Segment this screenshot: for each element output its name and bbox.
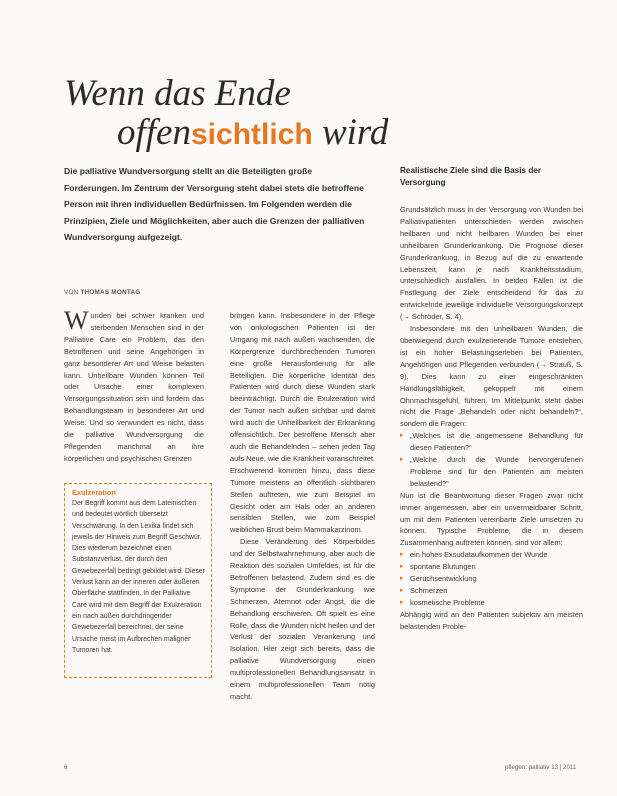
- headline-line-2: [117, 111, 388, 154]
- column-1-text: unden bei schwer kranken und sterbenden Menschen sind in der Palliative Care ein Problem, das den Betroffenen und seine Angehörigen in ganz besonderer Art und Weise belasten kann. Unheilbare Wunden können Teil oder Ursache einer komplexen Versorgungssituation sein und fordern das Behandlungsteam in besonderer Art und Weise. Und so verwundert es nicht, dass die palliative Wundversorgung die Pflegenden manchmal an ihre körperlichen und psychischen Grenzen: [64, 311, 204, 463]
- body-column-1: [64, 306, 204, 465]
- list-item: ▸ „Welche durch die Wunde hervorgerufenen Probleme sind für den Patienten am meisten belastend?“: [400, 454, 583, 490]
- column-3-paragraph-1: Grundsätzlich muss in der Versorgung von Wunden bei Palliativpatienten unterschieden werden zwischen heilbaren und nicht heilbaren Wunden bei einer unheilbaren Grunderkrankung. Die Prognose dieser Grunderkrankung, in Bezug auf die zu erwartende Lebenszeit, kann je nach Krankheitsstadium, unterschiedlich ausfallen. In beiden Fällen ist die Festlegung der Ziele entscheidend für das zu entwickelnde jeweilige individuelle Versorgungskonzept (→ Schröder, S. 4).: [400, 205, 583, 322]
- lead-paragraph: Die palliative Wundversorgung stellt an die Beteiligten große Forderungen. Im Zentrum der Versorgung steht dabei stets die betroffene Person mit ihren individuellen Bedürfnissen. Im Folgenden werden die Prinzipien, Ziele und Möglichkeiten, aber auch die Grenzen der palliativen Wundversorgung aufgezeigt.: [64, 166, 365, 243]
- column-3-paragraph-4: Abhängig wird an den Patienten subjektiv am meisten belastenden Proble-: [400, 609, 583, 631]
- body-column-3: [400, 204, 583, 633]
- list-item: ▸ kosmetische Probleme: [400, 597, 583, 609]
- headline-highlight: sichtlich: [190, 118, 313, 151]
- byline-prefix: VON: [64, 289, 81, 296]
- list-item: ▸ ein hohes Exsudataufkommen der Wunde: [400, 549, 583, 561]
- drop-cap: W: [64, 306, 89, 335]
- byline-author: THOMAS MONTAG: [80, 289, 141, 296]
- headline-suffix: wird: [312, 112, 389, 153]
- page-number: 6: [64, 764, 68, 771]
- list-item: ▸ „Welches ist die angemessene Behandlung für diesen Patienten?“: [400, 430, 583, 454]
- journal-footer: pflegen: palliativ 13 | 2011: [505, 764, 577, 771]
- headline-line-1: Wenn das Ende: [64, 73, 291, 114]
- glossary-sidebar: [64, 483, 212, 678]
- list-item: ▸ Schmerzen: [400, 585, 583, 597]
- headline-prefix: offen: [117, 112, 191, 153]
- list-item: ▸ Geruchsentwicklung: [400, 573, 583, 585]
- column-3-paragraph-3: Nun ist die Beantwortung dieser Fragen zwar nicht immer angemessen, aber ein unvermeidbarer Schritt, um mit dem Patienten vereinbarte Ziele umsetzen zu können. Typische Probleme, die in diesem Zusammenhang auftreten können, sind vor allem:: [400, 490, 583, 548]
- byline: [64, 289, 140, 296]
- list-item: ▸ spontane Blutungen: [400, 561, 583, 573]
- section-heading: Realistische Ziele sind die Basis der Versorgung: [400, 166, 542, 187]
- column-2-paragraph-1: bringen kann. Insbesondere in der Pflege von onkologischen Patienten ist der Umgang mit nach außen wachsenden, die Körpergrenze durchbrechenden Tumoren eine große Herausforderung für alle Beteiligten. Die körperliche Identität des Patienten wird durch diese Wunden stark beeinträchtigt. Durch die Exulzeration wird der Tumor nach außen sichtbar und damit wird auch die Unheilbarkeit der Erkrankung offensichtlich. Der betroffene Mensch aber auch die Behandelnden – sehen jeden Tag aufs Neue, wie die Krankheit voranschreitet. Erschwerend kommen hinzu, dass diese Tumore meistens an öffentlich sichtbaren Stellen auftreten, wie zum Beispiel im Gesicht oder am Hals oder an anderen sensiblen Stellen, wie zum Beispiel weiblichen Brust beim Mammakarzinom.: [230, 311, 375, 535]
- sidebar-heading: Exulzeration: [72, 488, 116, 497]
- problem-list: [400, 549, 583, 609]
- column-3-paragraph-2: Insbesondere mit den unheilbaren Wunden, die überwiegend durch exulzerierende Tumore entstehen, ist ein hoher Belastungserleben bei Patienten, Angehörigen und Pflegenden verbunden (→ Strauß, S. 9). Dies kann zu einer eingeschränkten Handlungsfähigkeit, gekoppelt mit einem Ohnmachtsgefühl, führen. Im Mittelpunkt steht dabei nicht die Frage „Behandeln oder nicht behandeln?“, sondern die Fragen:: [400, 324, 583, 429]
- column-2-paragraph-2: Diese Veränderung des Körperbildes und der Selbstwahrnehmung, aber auch die Reaktion des sozialen Umfeldes, ist für die Betroffenen belastend. Zudem sind es die Symptome der Grunderkrankung wie Schmerzen, Atemnot oder Angst, die die Behandlung erschweren. Oft spielt es eine Rolle, dass die Wunden nicht heilen und der Verlust der sozialen Verankerung und Isolation. Hier zeigt sich bereits, dass die palliative Wundversorgung einen multiprofessionellen Behandlungsansatz in einem multiprofessionellen Team nötig macht.: [230, 537, 375, 701]
- question-list: [400, 430, 583, 490]
- sidebar-text: Der Begriff kommt aus dem Lateinischen und bedeutet wörtlich übersetzt Verschwärung. In den Lexika findet sich jeweils der Hinweis zum Begriff Geschwür. Dies wiederum bezeichnet einen Substanzverlust, der durch den Gewebezerfall bedingt gebildet wird. Dieser Verlust kann an der inneren oder äußeren Oberfläche stattfinden. In der Palliative Care wird mit dem Begriff der Exulzeration ein nach außen durchdringender Gewebezerfall bezeichnet, der seine Ursache meist im Aufbrechen maligner Tumoren hat.: [72, 500, 205, 654]
- body-column-2: [230, 310, 375, 703]
